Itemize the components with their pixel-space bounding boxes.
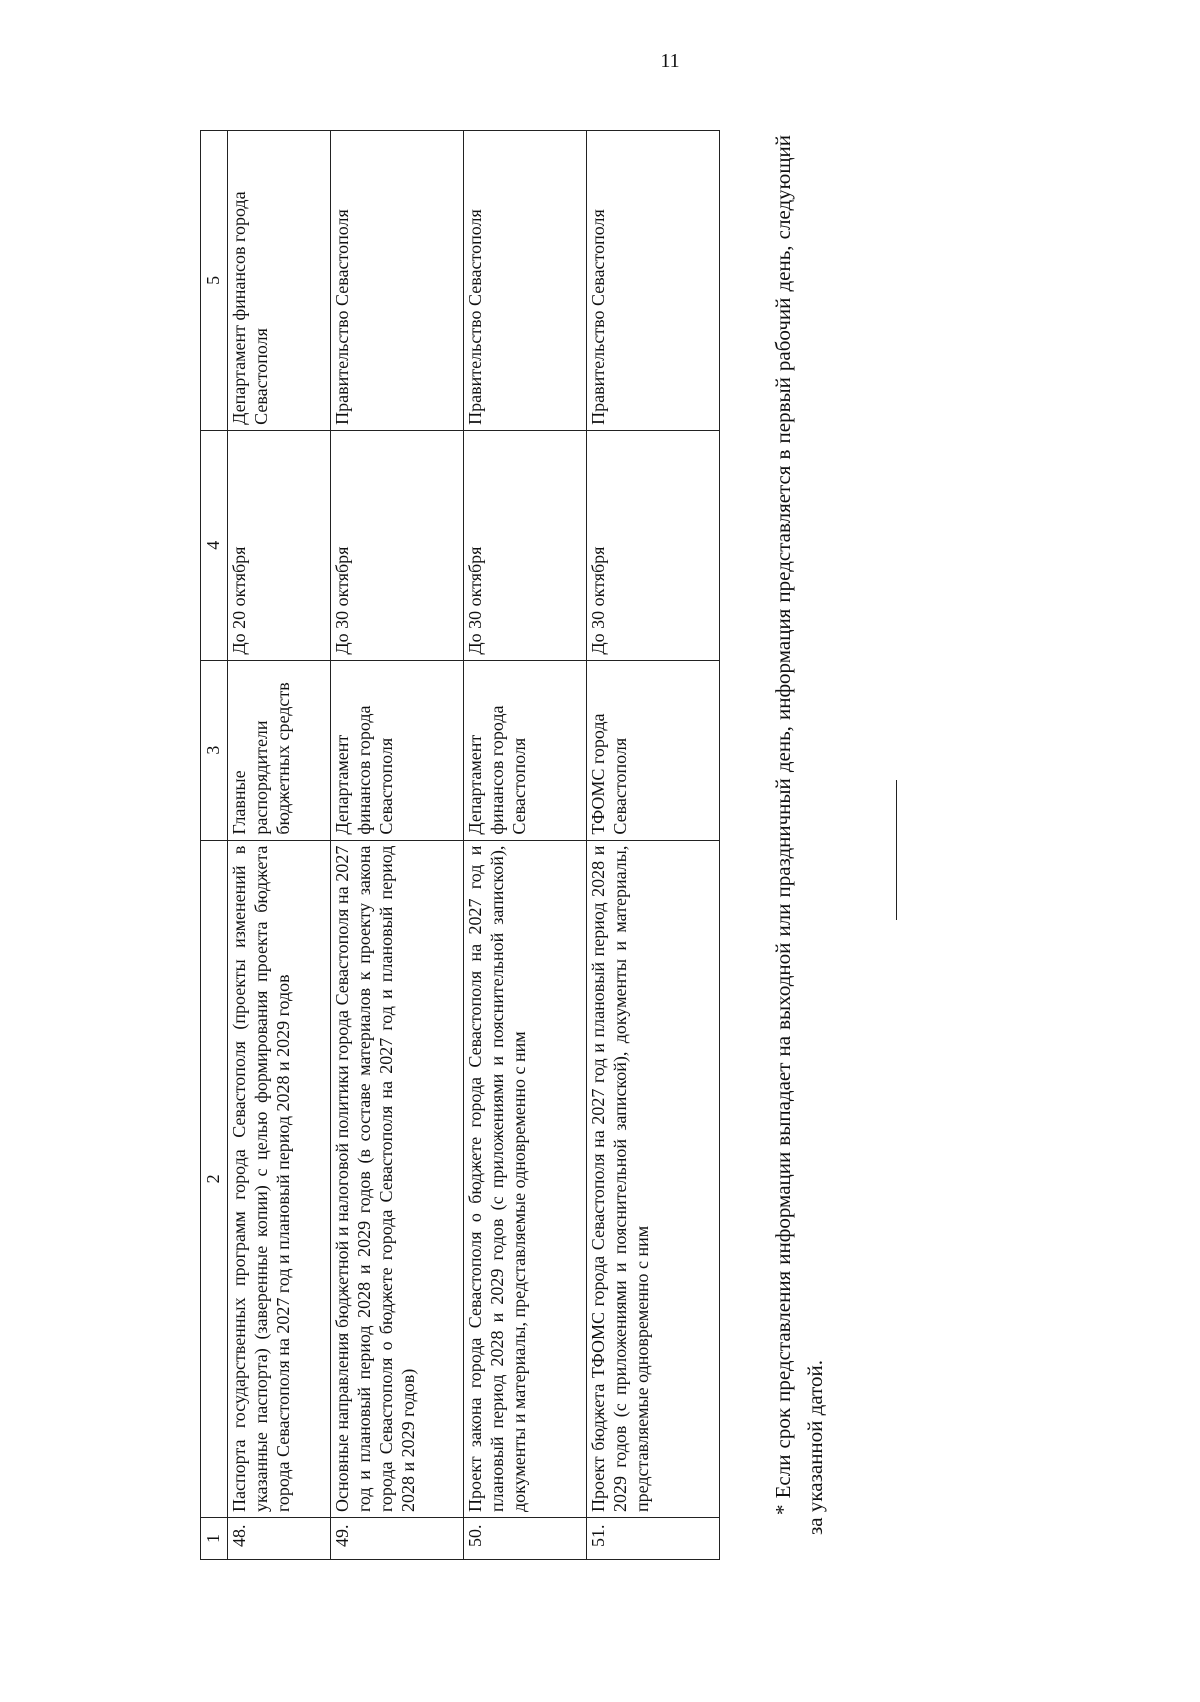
row-recipient: Правительство Севастополя	[330, 131, 463, 431]
row-description: Основные направления бюджетной и налоговой политики города Севастополя на 2027 год и плановый период 2028 и 2029 годов (в составе материалов к проекту закона города Севастополя о бюджете города Севастополя на 2027 год и плановый период 2028 и 2029 годов)	[330, 840, 463, 1517]
row-deadline: До 20 октября	[227, 430, 330, 660]
table-row	[227, 131, 330, 1560]
row-number: 48.	[227, 1518, 330, 1560]
row-number: 51.	[586, 1518, 719, 1560]
table-row	[586, 131, 719, 1560]
table-row	[463, 131, 586, 1560]
page-number: 11	[660, 50, 680, 72]
row-deadline: До 30 октября	[463, 430, 586, 660]
header-col-5: 5	[201, 131, 228, 431]
row-deadline: До 30 октября	[330, 430, 463, 660]
header-col-2: 2	[201, 840, 228, 1517]
footnote: * Если срок представления информации выпадает на выходной или праздничный день, информация представляется в первый рабочий день, следующий за указанной датой.	[771, 135, 827, 1535]
header-col-1: 1	[201, 1518, 228, 1560]
table-header-row	[201, 131, 228, 1560]
row-description: Паспорта государственных программ города Севастополя (проекты изменений в указанные паспорта) (заверенные копии) с целью формирования проекта бюджета города Севастополя на 2027 год и плановый период 2028 и 2029 годов	[227, 840, 330, 1517]
row-provider: ТФОМС города Севастополя	[586, 660, 719, 840]
table-row	[330, 131, 463, 1560]
row-number: 50.	[463, 1518, 586, 1560]
row-provider: Департамент финансов города Севастополя	[463, 660, 586, 840]
schedule-table	[200, 130, 720, 1560]
row-description: Проект бюджета ТФОМС города Севастополя на 2027 год и плановый период 2028 и 2029 годов (с приложениями и пояснительной запиской), документы и материалы, представляемые одновременно с ним	[586, 840, 719, 1517]
row-description: Проект закона города Севастополя о бюджете города Севастополя на 2027 год и плановый период 2028 и 2029 годов (с приложениями и пояснительной запиской), документы и материалы, представляемые одновременно с ним	[463, 840, 586, 1517]
row-recipient: Правительство Севастополя	[586, 131, 719, 431]
row-provider: Главные распорядители бюджетных средств	[227, 660, 330, 840]
row-number: 49.	[330, 1518, 463, 1560]
header-col-3: 3	[201, 660, 228, 840]
row-recipient: Правительство Севастополя	[463, 131, 586, 431]
row-provider: Департамент финансов города Севастополя	[330, 660, 463, 840]
row-recipient: Департамент финансов города Севастополя	[227, 131, 330, 431]
row-deadline: До 30 октября	[586, 430, 719, 660]
header-col-4: 4	[201, 430, 228, 660]
footer-divider	[896, 780, 897, 920]
rotated-content	[200, 130, 940, 1560]
